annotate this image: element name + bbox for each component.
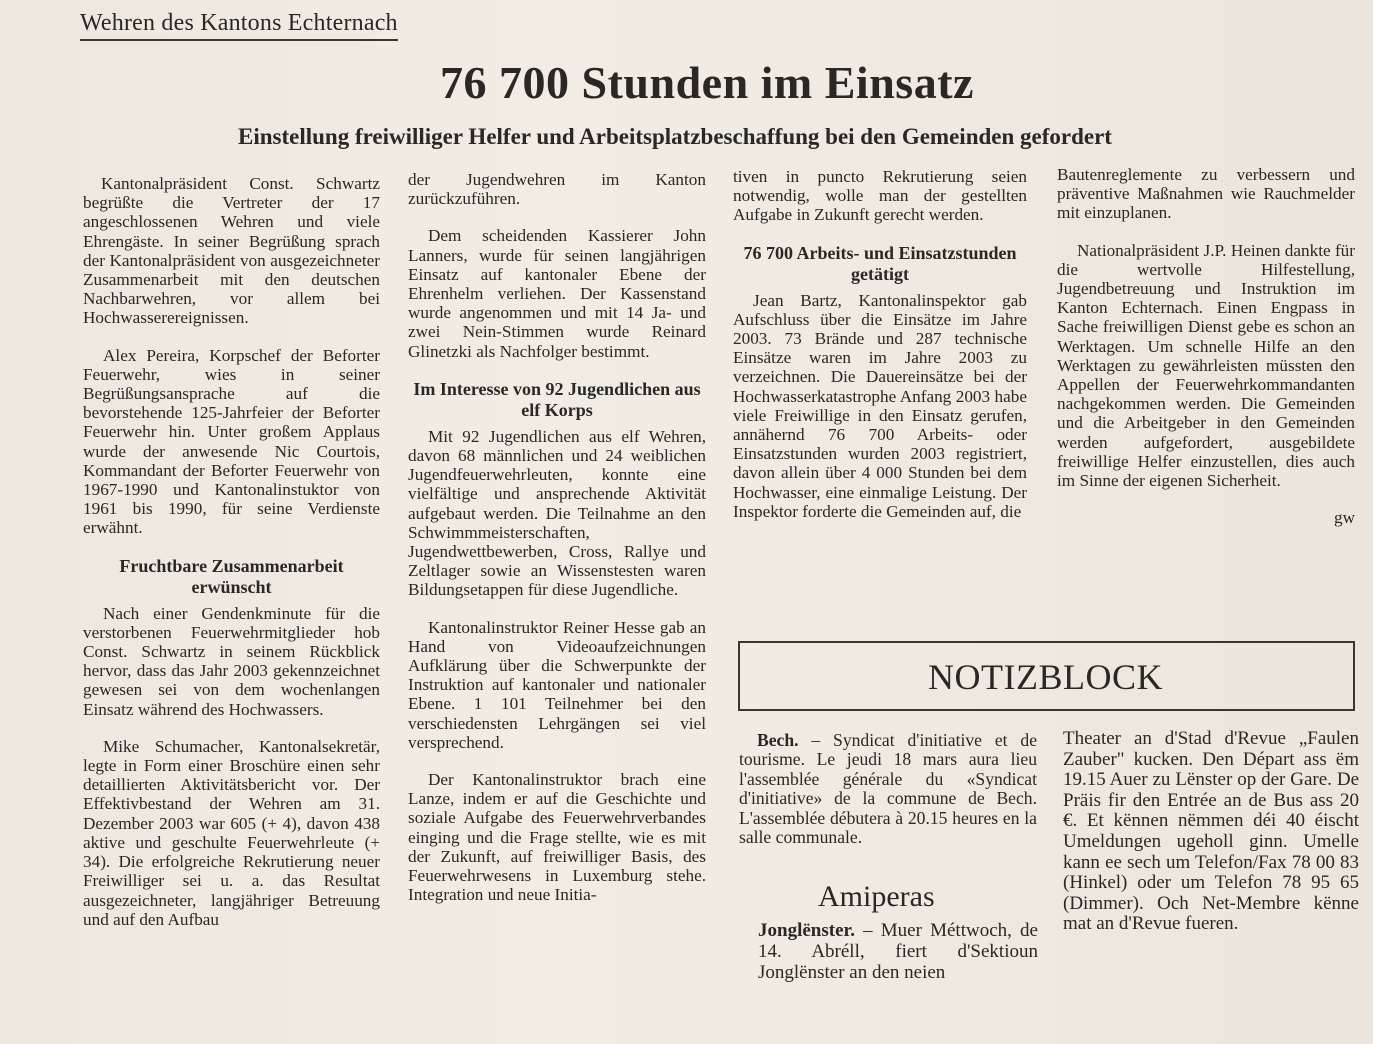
amiperas-heading: Amiperas xyxy=(818,880,935,913)
notice-lead: Bech. xyxy=(757,730,799,750)
subheading: Im Interesse von 92 Jugendlichen aus elf Korps xyxy=(413,378,701,420)
paragraph: tiven in puncto Rekrutierung seien notwendig, wolle man der gestellten Aufgabe in Zukunft gerecht werden. xyxy=(733,167,1027,225)
paragraph: Kantonalpräsident Const. Schwartz begrüßte die Vertreter der 17 angeschlossenen Wehren und viele Ehrengäste. In seiner Begrüßung sprach der Kantonalpräsident von ausgezeichneter Zusammenarbeit mit den deutschen Nachbarwehren, vor allem bei Hochwasserereignissen. xyxy=(83,174,380,328)
paragraph: der Jugendwehren im Kanton zurückzuführen. xyxy=(408,170,706,209)
subheading: Fruchtbare Zusammenarbeit erwünscht xyxy=(119,555,344,597)
article-column-3 xyxy=(733,167,1027,521)
paragraph: Kantonalinstruktor Reiner Hesse gab an Hand von Videoaufzeichnungen Aufklärung über die Schwerpunkte der Instruktion auf kantonaler und nationaler Ebene. 1 101 Teilnehmer bei den verschiedensten Lehrgängen sei viel versprechend. xyxy=(408,617,706,752)
paragraph: Mike Schumacher, Kantonalsekretär, legte in Form einer Broschüre einen sehr detaillierten Aktivitätsbericht vor. Der Effektivbestand der Wehren am 31. Dezember 2003 war 605 (+ 4), davon 438 aktive und geschulte Feuerwehrleute (+ 34). Die erfolgreiche Rekrutierung neuer Freiwilliger sei u. a. das Resultat ausgezeichneter, langjähriger Betreuung und auf den Aufbau xyxy=(83,736,380,929)
article-column-4 xyxy=(1057,165,1355,527)
paragraph: Nationalpräsident J.P. Heinen dankte für die wertvolle Hilfestellung, Jugendbetreuung und Instruktion im Kanton Echternach. Einen Engpass in Sache freiwilligen Dienst gebe es schon an Werktagen. Um schnelle Hilfe an den Werktagen zu gewährleisten müssten den Appellen der Feuerwehrkommandanten nachgekommen werden. Die Gemeinden und die Arbeitgeber in den Gemeinden werden aufgefordert, ausgebildete freiwillige Helfer einzustellen, dies auch im Sinne der eigenen Sicherheit. xyxy=(1057,240,1355,491)
article-column-1 xyxy=(83,174,380,929)
author-signoff: gw xyxy=(1333,508,1355,528)
paragraph: Alex Pereira, Korpschef der Beforter Feuerwehr, wies in seiner Begrüßungsansprache auf die bevorstehende 125-Jahrfeier der Beforter Feuerwehr hin. Unter großem Applaus wurde der anwesende Nic Courtois, Kommandant der Beforter Feuerwehr von 1967-1990 und Kantonalinstuktor von 1961 bis 1990, für seine Verdienste erwähnt. xyxy=(83,345,380,538)
notice-lead: Jonglënster. xyxy=(758,920,855,941)
article-headline: 76 700 Stunden im Einsatz xyxy=(440,57,974,108)
subheading: 76 700 Arbeits- und Einsatzstunden getätigt xyxy=(743,242,1017,284)
notice-text: Theater an d'Stad d'Revue „Faulen Zauber" kucken. Den Départ ass ëm 19.15 Auer zu Lënster op der Gare. De Präis fir den Entrée an de Bus ass 20 €. Et kënnen nëmmen déi 40 éischt Umeldungen ugeholl ginn. Umelle kann ee sech um Telefon/Fax 78 00 83 (Hinkel) oder um Telefon 78 95 65 (Dimmer). Och Net-Membre kënne mat an d'Revue fueren. xyxy=(1063,728,1359,935)
paragraph: Jean Bartz, Kantonalinspektor gab Aufschluss über die Einsätze im Jahre 2003. 73 Brände und 287 technische Einsätze waren im Jahre 2003 zu verzeichnen. Die Dauereinsätze bei der Hochwasserkatastrophe Anfang 2003 habe viele Freiwillige in den Einsatz gerufen, annähernd 76 700 Arbeits- oder Einsatzstunden wurden 2003 registriert, davon allein über 4 000 Stunden bei dem Hochwasser, eine einmalige Leistung. Der Inspektor forderte die Gemeinden auf, die xyxy=(733,290,1027,521)
paragraph: Mit 92 Jugendlichen aus elf Wehren, davon 68 männlichen und 24 weiblichen Jugendfeuerwehrleuten, konnte eine vielfältige und ansprechende Aktivität aufgebaut werden. Die Teilnahme an den Schwimmmeisterschaften, Jugendwettbewerben, Cross, Rallye und Zeltlager sowie an Wissenstesten waren Bildungsetappen für diese Jugendliche. xyxy=(408,426,706,600)
section-kicker: Wehren des Kantons Echternach xyxy=(80,10,398,41)
notizblock-title: NOTIZBLOCK xyxy=(928,657,1163,697)
paragraph: Nach einer Gendenkminute für die verstorbenen Feuerwehrmitglieder hob Const. Schwartz in seinem Rückblick hervor, dass das Jahr 2003 gekennzeichnet gewesen sei von dem wochenlangen Einsatz während des Hochwassers. xyxy=(83,603,380,719)
notice-theater-continued xyxy=(1063,729,1359,935)
paragraph: Der Kantonalinstruktor brach eine Lanze, indem er auf die Geschichte und soziale Aufgabe des Feuerwehrverbandes einging und die Frage stellte, wie es mit der Zukunft, auf freiwilliger Basis, des Feuerwehrwesens in Luxemburg stehe. Integration und neue Initia- xyxy=(408,770,706,905)
notice-bech xyxy=(739,731,1037,847)
notice-jonglenster xyxy=(758,920,1038,983)
article-column-2 xyxy=(408,170,706,905)
notice-text: – Syndicat d'initiative et de tourisme. Le jeudi 18 mars aura lieu l'assemblée générale du «Syndicat d'initiative» de la commune de Bech. L'assemblée débutera à 20.15 heures en la salle communale. xyxy=(739,730,1037,848)
paragraph: Bautenreglemente zu verbessern und präventive Maßnahmen wie Rauchmelder mit einzuplanen. xyxy=(1057,165,1355,223)
notice-text: – Muer Méttwoch, de 14. Abréll, fiert d'Sektioun Jonglënster an den neien xyxy=(758,920,1038,983)
paragraph: Dem scheidenden Kassierer John Lanners, wurde für seinen langjährigen Einsatz auf kantonaler Ebene der Ehrenhelm verliehen. Der Kassenstand wurde angenommen und mit 14 Ja- und zwei Nein-Stimmen wurde Reinard Glinetzki als Nachfolger bestimmt. xyxy=(408,226,706,361)
article-deck: Einstellung freiwilliger Helfer und Arbeitsplatzbeschaffung bei den Gemeinden gefordert xyxy=(238,124,1112,149)
